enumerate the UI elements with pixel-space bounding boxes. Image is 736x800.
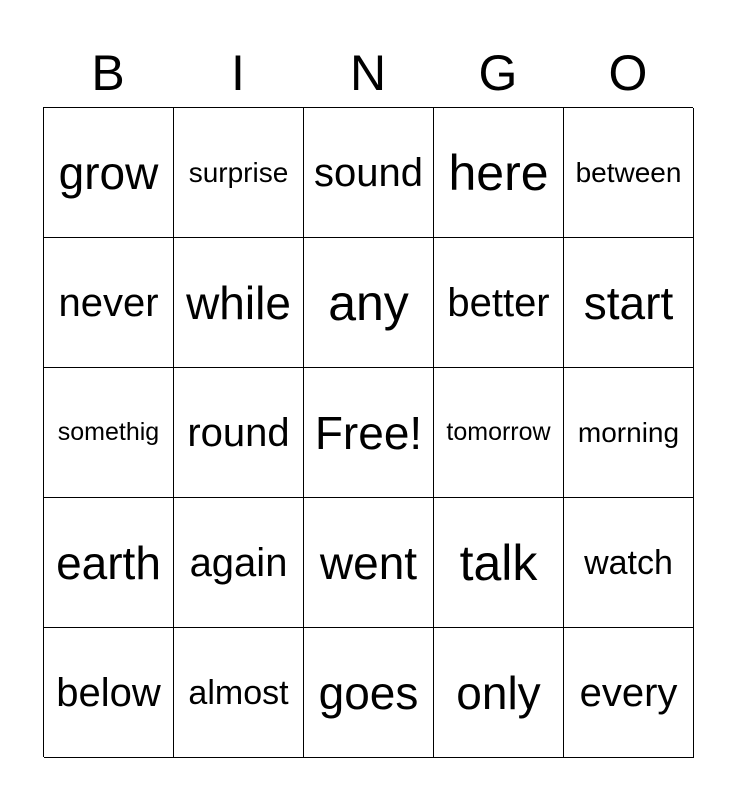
bingo-cell[interactable]: never: [44, 238, 174, 368]
bingo-cell[interactable]: surprise: [174, 108, 304, 238]
bingo-cell[interactable]: every: [564, 628, 694, 758]
bingo-cell[interactable]: round: [174, 368, 304, 498]
bingo-cell[interactable]: almost: [174, 628, 304, 758]
bingo-cell[interactable]: only: [434, 628, 564, 758]
bingo-cell[interactable]: again: [174, 498, 304, 628]
bingo-cell[interactable]: goes: [304, 628, 434, 758]
bingo-cell[interactable]: any: [304, 238, 434, 368]
bingo-cell[interactable]: better: [434, 238, 564, 368]
header-letter-n: N: [349, 45, 387, 101]
header-letter-g: G: [478, 45, 518, 101]
bingo-cell[interactable]: talk: [434, 498, 564, 628]
bingo-cell[interactable]: earth: [44, 498, 174, 628]
bingo-cell[interactable]: grow: [44, 108, 174, 238]
header-letter-b: B: [91, 45, 125, 101]
bingo-cell[interactable]: sound: [304, 108, 434, 238]
bingo-cell[interactable]: morning: [564, 368, 694, 498]
bingo-cell[interactable]: start: [564, 238, 694, 368]
bingo-cell[interactable]: while: [174, 238, 304, 368]
bingo-cell[interactable]: somethig: [44, 368, 174, 498]
bingo-cell[interactable]: watch: [564, 498, 694, 628]
bingo-board: [43, 107, 693, 757]
header-letter-o: O: [608, 45, 648, 101]
bingo-cell[interactable]: here: [434, 108, 564, 238]
bingo-cell[interactable]: below: [44, 628, 174, 758]
free-space-cell[interactable]: Free!: [304, 368, 434, 498]
bingo-header: [43, 38, 693, 108]
bingo-cell[interactable]: went: [304, 498, 434, 628]
bingo-cell[interactable]: tomorrow: [434, 368, 564, 498]
header-letter-i: I: [231, 45, 245, 101]
bingo-cell[interactable]: between: [564, 108, 694, 238]
